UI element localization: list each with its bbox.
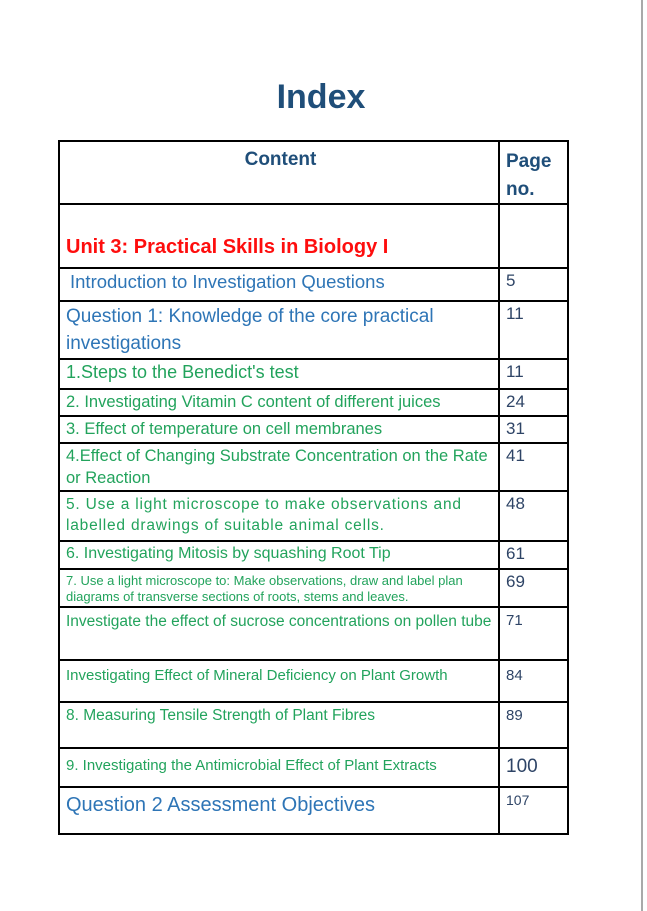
table-row-tensile-strength: [59, 702, 568, 748]
page-cell: 107: [499, 787, 568, 834]
page-cell: 11: [499, 359, 568, 389]
page-no-column-header: Page no.: [499, 141, 568, 204]
page-cell: 5: [499, 268, 568, 301]
table-row-antimicrobial: [59, 748, 568, 787]
table-row-question-2: [59, 787, 568, 834]
table-row-vitamin-c: [59, 389, 568, 416]
index-table: [58, 140, 569, 835]
page-cell: 41: [499, 443, 568, 491]
page-cell: 31: [499, 416, 568, 443]
page-cell: 61: [499, 541, 568, 569]
page-cell: 100: [499, 748, 568, 787]
page-cell: 71: [499, 607, 568, 660]
page-cell: 24: [499, 389, 568, 416]
content-cell: Question 1: Knowledge of the core practical investigations: [59, 301, 499, 359]
content-cell: Question 2 Assessment Objectives: [59, 787, 499, 834]
content-cell: 4.Effect of Changing Substrate Concentration on the Rate or Reaction: [59, 443, 499, 491]
content-cell: Introduction to Investigation Questions: [59, 268, 499, 301]
content-cell: 5. Use a light microscope to make observations and labelled drawings of suitable animal cells.: [59, 491, 499, 541]
table-row-plan-diagrams: [59, 569, 568, 608]
table-row-introduction: [59, 268, 568, 301]
content-cell: 1.Steps to the Benedict's test: [59, 359, 499, 389]
table-row-mitosis: [59, 541, 568, 569]
content-cell: Investigating Effect of Mineral Deficiency on Plant Growth: [59, 660, 499, 702]
content-cell: 7. Use a light microscope to: Make observations, draw and label plan diagrams of transverse sections of roots, stems and leaves.: [59, 569, 499, 608]
page-cell: 48: [499, 491, 568, 541]
page-title: Index: [276, 78, 366, 116]
table-row-substrate-concentration: [59, 443, 568, 491]
page-edge-line: [641, 0, 643, 911]
page-cell: [499, 204, 568, 268]
table-row-pollen-tube: [59, 607, 568, 660]
content-cell: Unit 3: Practical Skills in Biology I: [59, 204, 499, 268]
content-cell: 9. Investigating the Antimicrobial Effect of Plant Extracts: [59, 748, 499, 787]
page-cell: 89: [499, 702, 568, 748]
table-row-question-1: [59, 301, 568, 359]
page-cell: 69: [499, 569, 568, 608]
table-header-row: [59, 141, 568, 204]
content-column-header: Content: [59, 141, 499, 204]
table-row-animal-cells: [59, 491, 568, 541]
content-cell: 6. Investigating Mitosis by squashing Root Tip: [59, 541, 499, 569]
table-row-unit-3: [59, 204, 568, 268]
table-row-mineral-deficiency: [59, 660, 568, 702]
table-row-benedicts-test: [59, 359, 568, 389]
content-cell: Investigate the effect of sucrose concentrations on pollen tube: [59, 607, 499, 660]
content-cell: 3. Effect of temperature on cell membranes: [59, 416, 499, 443]
page-cell: 11: [499, 301, 568, 359]
table-row-temperature-membranes: [59, 416, 568, 443]
content-cell: 8. Measuring Tensile Strength of Plant Fibres: [59, 702, 499, 748]
page-cell: 84: [499, 660, 568, 702]
content-cell: 2. Investigating Vitamin C content of different juices: [59, 389, 499, 416]
